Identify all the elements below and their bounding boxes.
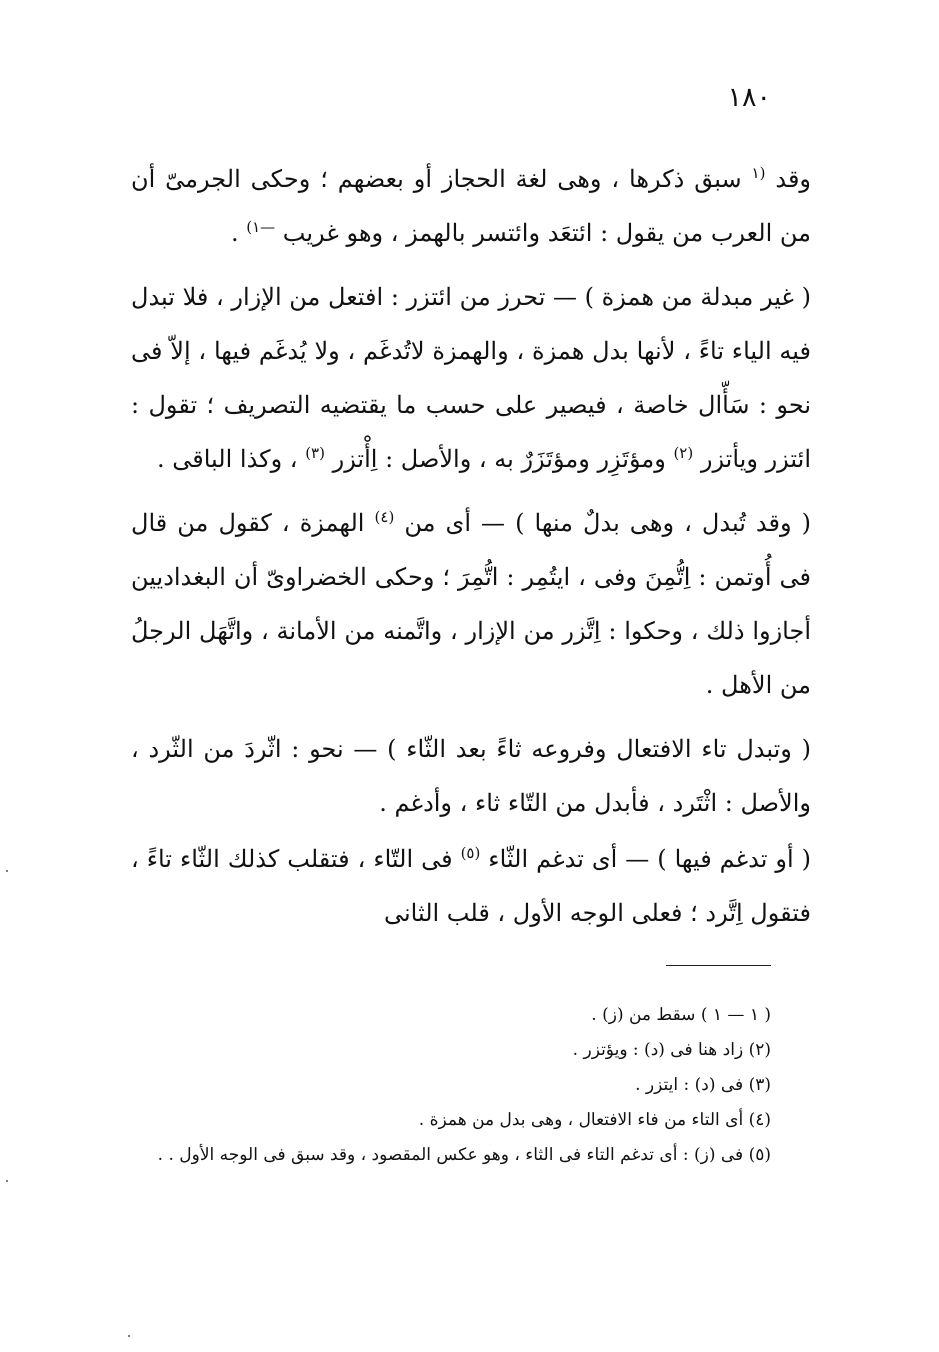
paragraph-2-text-a: ( غير مبدلة من همزة ) — تحرز من ائتزر : افتعل من الإزار ، فلا تبدل فيه الياء تاءً ، لأنها بدل همزة ، والهمزة لاتُدغَم ، ولا يُدغَم فيها ، إلاّ فى نحو : سَأّال خاصة ، فيصير على حسب ما يقتضيه التصريف ؛ تقول : ائتزر ويأتزر [131, 283, 811, 473]
paragraph-5-text-a: ( أو تدغم فيها ) — أى تدغم الثّاء [480, 845, 811, 873]
scan-speck [6, 1180, 8, 1182]
paragraph-1-text-start: وقد [765, 165, 812, 193]
scan-speck [6, 870, 8, 872]
paragraph-2-text-c: ، وكذا الباقى . [157, 445, 306, 473]
footnote-ref-2: (٢) [673, 444, 694, 462]
footnote-divider [666, 965, 771, 966]
paragraph-1-text-body: سبق ذكرها ، وهى لغة الحجاز أو بعضهم ؛ وحكى الجرمىّ أن من العرب من يقول : ائتعَد وائتسر بالهمز ، وهو غريب [131, 165, 811, 247]
footnote-3: (٣) فى (د) : ايتزر . [635, 1075, 771, 1095]
main-text [131, 152, 811, 950]
scan-speck [128, 1335, 130, 1337]
paragraph-5 [131, 832, 811, 940]
footnote-4: (٤) أى التاء من فاء الافتعال ، وهى بدل من همزة . [418, 1110, 771, 1130]
paragraph-2 [131, 270, 811, 486]
footnote-ref-1-close: —١) [246, 218, 276, 236]
footnote-1: ( ١ — ١ ) سقط من (ز) . [591, 1005, 771, 1025]
paragraph-1-text-end: . [230, 219, 247, 247]
paragraph-2-text-b: ومؤتَزِر ومؤتَزَرٌ به ، والأصل : اِأْتزر [324, 445, 674, 473]
paragraph-4-text: ( وتبدل تاء الافتعال وفروعه ثاءً بعد الثّاء ) — نحو : اثّردَ من الثّرد ، والأصل : اثْتَرد ، فأبدل من التّاء ثاء ، وأدغم . [131, 735, 812, 817]
footnote-2: (٢) زاد هنا فى (د) : ويؤتزر . [572, 1040, 771, 1060]
footnote-5: (٥) فى (ز) : أى تدغم التاء فى الثاء ، وهو عكس المقصود ، وقد سبق فى الوجه الأول . . [157, 1145, 771, 1165]
paragraph-5-text-b: فى التّاء ، فتقلب كذلك الثّاء تاءً ، فتقول اِتَّرد ؛ فعلى الوجه الأول ، قلب الثانى [131, 845, 811, 927]
paragraph-3-text-b: الهمزة ، كقول من قال فى أُوتمن : اِتُّمِنَ وفى ، ايتُمِر : اتُّمِرَ ؛ وحكى الخضراوىّ أن البغداديين أجازوا ذلك ، وحكوا : اِتَّزر من الإزار ، واتَّمنه من الأمانة ، واتَّهَل الرجلُ من الأهل . [131, 509, 811, 699]
footnote-ref-5: (٥) [460, 844, 481, 862]
paragraph-3-text-a: ( وقد تُبدل ، وهى بدلٌ منها ) — أى من [394, 509, 812, 537]
paragraph-3 [131, 496, 811, 712]
footnote-ref-3: (٣) [305, 444, 325, 462]
footnote-ref-1-open: (١ [751, 164, 766, 182]
footnotes [131, 998, 811, 1173]
paragraph-1 [131, 152, 811, 260]
paragraph-4 [131, 722, 811, 830]
footnote-ref-4: (٤) [374, 508, 395, 526]
page-number: ١٨٠ [727, 82, 771, 113]
